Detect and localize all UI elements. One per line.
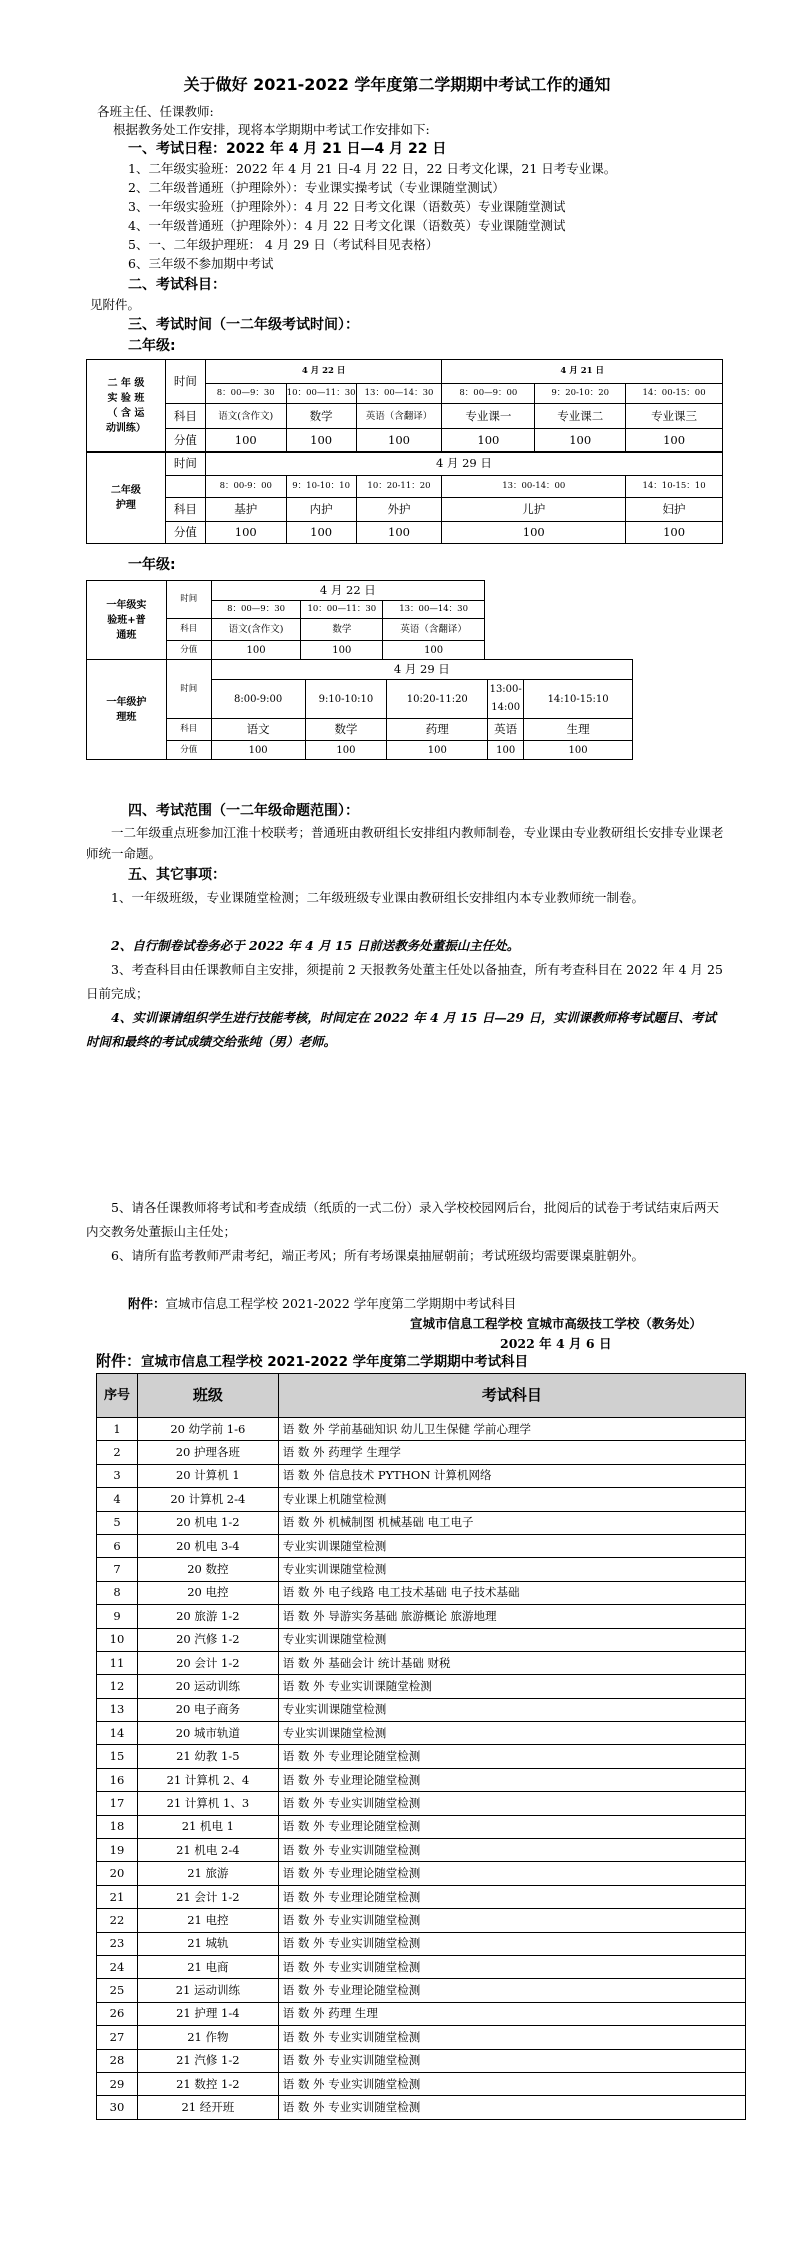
- table-row: [97, 1862, 746, 1885]
- time-slot: 14:10-15:10: [524, 680, 633, 719]
- notice-title: 关于做好 2021-2022 学年度第二学期期中考试工作的通知: [183, 75, 611, 94]
- col-header-class: 班级: [137, 1374, 278, 1418]
- class-name: 20 电控: [137, 1581, 278, 1604]
- class-name: 21 作物: [137, 2026, 278, 2049]
- table-row: [97, 1581, 746, 1604]
- subject-cell: 专业课一: [442, 404, 535, 429]
- group-label-line: 通班: [116, 629, 137, 641]
- issuer: 宣城市信息工程学校 宣城市高级技工学校（教务处）: [410, 1316, 702, 1331]
- class-name: 20 计算机 2-4: [137, 1488, 278, 1511]
- time-slot: 10：20-11：20: [356, 476, 442, 498]
- class-name: 20 旅游 1-2: [137, 1605, 278, 1628]
- row-number: 4: [97, 1488, 138, 1511]
- table-row: [97, 1839, 746, 1862]
- row-number: 28: [97, 2049, 138, 2072]
- table-row: [97, 1792, 746, 1815]
- score-cell: 100: [535, 429, 626, 453]
- row-label-time: 时间: [166, 660, 211, 719]
- row-number: 30: [97, 2096, 138, 2119]
- table-row: [97, 1534, 746, 1557]
- class-name: 20 城市轨道: [137, 1722, 278, 1745]
- exam-subjects: 语 数 外 专业实训课随堂检测: [278, 1675, 745, 1698]
- time-slot: 8：00—9：30: [211, 601, 301, 619]
- grade-2-schedule-table: [86, 359, 723, 453]
- exam-subjects: 语 数 外 专业理论随堂检测: [278, 1862, 745, 1885]
- score-cell: 100: [488, 741, 524, 760]
- class-name: 21 旅游: [137, 1862, 278, 1885]
- time-slot: 14：00-15：00: [626, 384, 723, 404]
- row-number: 5: [97, 1511, 138, 1534]
- exam-subjects: 语 数 外 基础会计 统计基础 财税: [278, 1651, 745, 1674]
- exam-subjects: 专业实训课随堂检测: [278, 1534, 745, 1557]
- subject-cell: 外护: [356, 498, 442, 522]
- row-label-subject: 科目: [166, 719, 211, 741]
- row-number: 14: [97, 1722, 138, 1745]
- table-row: [97, 1932, 746, 1955]
- score-cell: 100: [442, 522, 626, 544]
- exam-subjects: 语 数 外 药理 生理: [278, 2002, 745, 2025]
- class-name: 21 机电 2-4: [137, 1839, 278, 1862]
- date-header: 4 月 29 日: [211, 660, 632, 680]
- attachment-note: [128, 1296, 516, 1312]
- attachment-note-label: 附件：: [128, 1296, 166, 1311]
- group-label-line: 动训练）: [105, 423, 146, 434]
- exam-subjects: 语 数 外 专业实训随堂检测: [278, 2096, 745, 2119]
- class-name: 21 会计 1-2: [137, 1885, 278, 1908]
- class-name: 20 计算机 1: [137, 1464, 278, 1487]
- table-row: [97, 1675, 746, 1698]
- row-label-score: 分值: [166, 641, 211, 660]
- class-name: 21 计算机 1、3: [137, 1792, 278, 1815]
- table-row: [97, 2072, 746, 2095]
- exam-subjects: 语 数 外 专业理论随堂检测: [278, 1745, 745, 1768]
- score-cell: 100: [286, 522, 356, 544]
- table-row: [97, 1651, 746, 1674]
- score-cell: 100: [211, 741, 305, 760]
- row-number: 16: [97, 1768, 138, 1791]
- time-slot: 9:10-10:10: [305, 680, 387, 719]
- section-5-heading: 五、其它事项：: [128, 867, 226, 883]
- appendix-title-text: 宣城市信息工程学校 2021-2022 学年度第二学期期中考试科目: [141, 1354, 529, 1370]
- table-row: [97, 1909, 746, 1932]
- group-label-line: 实 验 班: [107, 393, 145, 404]
- class-name: 21 经开班: [137, 2096, 278, 2119]
- s1-item: 4、一年级普通班（护理除外）：4 月 22 日考文化课（语数英）专业课随堂测试: [128, 218, 566, 233]
- class-name: 20 机电 1-2: [137, 1511, 278, 1534]
- col-header-subjects: 考试科目: [278, 1374, 745, 1418]
- score-cell: 100: [356, 522, 442, 544]
- s5-item: 4、实训课请组织学生进行技能考核，时间定在 2022 年 4 月 15 日—29 日，实训课教师将考试题目、考试时间和最终的考试成绩交给张纯（男）老师。: [86, 1010, 716, 1049]
- exam-subjects: 语 数 外 专业实训随堂检测: [278, 1839, 745, 1862]
- row-label-subject: 科目: [165, 498, 205, 522]
- row-number: 7: [97, 1558, 138, 1581]
- exam-subjects: 语 数 外 专业理论随堂检测: [278, 1768, 745, 1791]
- time-slot: 10：00—11：30: [286, 384, 356, 404]
- exam-subjects: 语 数 外 专业实训随堂检测: [278, 1792, 745, 1815]
- appendix-label: 附件：: [96, 1352, 142, 1370]
- class-name: 21 电商: [137, 1955, 278, 1978]
- group-label-line: 一年级护: [106, 696, 147, 708]
- class-name: 21 电控: [137, 1909, 278, 1932]
- row-number: 13: [97, 1698, 138, 1721]
- table-row: [97, 1441, 746, 1464]
- subject-cell: 数学: [305, 719, 387, 741]
- time-slot: 13:00-14:00: [488, 680, 524, 719]
- score-cell: 100: [387, 741, 488, 760]
- greeting: 各班主任、任课教师:: [97, 104, 214, 119]
- section-4-heading: 四、考试范围（一二年级命题范围）：: [128, 803, 359, 819]
- score-cell: 100: [205, 429, 286, 453]
- row-number: 29: [97, 2072, 138, 2095]
- row-number: 8: [97, 1581, 138, 1604]
- intro: 根据教务处工作安排，现将本学期期中考试工作安排如下:: [113, 122, 430, 137]
- subject-cell: 英语（含翻译）: [383, 619, 485, 641]
- col-header-number: 序号: [97, 1374, 138, 1418]
- row-number: 12: [97, 1675, 138, 1698]
- s1-item: 1、二年级实验班：2022 年 4 月 21 日-4 月 22 日，22 日考文化课，21 日考专业课。: [128, 161, 617, 176]
- row-label-score: 分值: [166, 741, 211, 760]
- class-name: 21 计算机 2、4: [137, 1768, 278, 1791]
- section-3-heading: 三、考试时间（一二年级考试时间）：: [128, 317, 359, 333]
- exam-subjects: 专业实训课随堂检测: [278, 1628, 745, 1651]
- table-row: [97, 1464, 746, 1487]
- s5-item: 1、一年级班级，专业课随堂检测；二年级班级专业课由教研组长安排组内本专业教师统一制卷。: [111, 890, 644, 905]
- score-cell: 100: [626, 429, 723, 453]
- row-number: 22: [97, 1909, 138, 1932]
- row-number: 27: [97, 2026, 138, 2049]
- time-slot: 14：10-15：10: [626, 476, 723, 498]
- grade-2-label: 二年级:: [128, 338, 176, 354]
- attachment-note-text: 宣城市信息工程学校 2021-2022 学年度第二学期期中考试科目: [165, 1296, 517, 1311]
- s1-item: 5、一、二年级护理班： 4 月 29 日（考试科目见表格）: [128, 237, 439, 252]
- row-number: 19: [97, 1839, 138, 1862]
- exam-subjects: 语 数 外 专业实训随堂检测: [278, 1955, 745, 1978]
- s1-item: 6、三年级不参加期中考试: [128, 256, 274, 271]
- exam-subjects: 语 数 外 药理学 生理学: [278, 1441, 745, 1464]
- table-row: [97, 2026, 746, 2049]
- class-name: 20 会计 1-2: [137, 1651, 278, 1674]
- s5-item: 6、请所有监考教师严肃考纪，端正考风；所有考场课桌抽屉朝前；考试班级均需要课桌脏朝外。: [111, 1248, 644, 1263]
- s5-item: 3、考查科目由任课教师自主安排，须提前 2 天报教务处董主任处以备抽查，所有考查科目在 2022 年 4 月 25 日前完成；: [86, 962, 723, 1001]
- table-row: [97, 2002, 746, 2025]
- subject-cell: 英语: [488, 719, 524, 741]
- grade-2-nursing-group: [87, 452, 166, 544]
- exam-subjects: 语 数 外 专业实训随堂检测: [278, 1909, 745, 1932]
- table-row: [97, 1605, 746, 1628]
- table-row: [97, 2049, 746, 2072]
- exam-subjects: 语 数 外 专业理论随堂检测: [278, 1979, 745, 2002]
- time-slot: 8：00—9：30: [205, 384, 286, 404]
- row-label-score: 分值: [165, 429, 205, 453]
- row-label-subject: 科目: [166, 619, 211, 641]
- time-slot: 13：00-14：00: [442, 476, 626, 498]
- subject-cell: 语文(含作文): [205, 404, 286, 429]
- s1-item: 3、一年级实验班（护理除外）：4 月 22 日考文化课（语数英）专业课随堂测试: [128, 199, 566, 214]
- exam-subjects: 语 数 外 电子线路 电工技术基础 电子技术基础: [278, 1581, 745, 1604]
- score-cell: 100: [286, 429, 356, 453]
- row-number: 21: [97, 1885, 138, 1908]
- appendix-subject-table: [96, 1373, 746, 2120]
- row-number: 17: [97, 1792, 138, 1815]
- exam-subjects: 语 数 外 导游实务基础 旅游概论 旅游地理: [278, 1605, 745, 1628]
- s1-item: 2、二年级普通班（护理除外）：专业课实操考试（专业课随堂测试）: [128, 180, 505, 195]
- class-name: 20 电子商务: [137, 1698, 278, 1721]
- score-cell: 100: [524, 741, 633, 760]
- time-slot: 10:20-11:20: [387, 680, 488, 719]
- table-row: [97, 1418, 746, 1441]
- class-name: 20 幼学前 1-6: [137, 1418, 278, 1441]
- score-cell: 100: [383, 641, 485, 660]
- class-name: 20 机电 3-4: [137, 1534, 278, 1557]
- subject-cell: 数学: [286, 404, 356, 429]
- row-label-time: 时间: [166, 581, 211, 619]
- time-slot: 8：00—9：00: [442, 384, 535, 404]
- row-label-score: 分值: [165, 522, 205, 544]
- time-slot: 9：10-10：10: [286, 476, 356, 498]
- group-label-line: （ 含 运: [107, 408, 145, 419]
- row-number: 15: [97, 1745, 138, 1768]
- appendix-table-body: [97, 1418, 746, 2120]
- row-number: 3: [97, 1464, 138, 1487]
- class-name: 20 数控: [137, 1558, 278, 1581]
- exam-subjects: 语 数 外 学前基础知识 幼儿卫生保健 学前心理学: [278, 1418, 745, 1441]
- s5-item: 2、自行制卷试卷务必于 2022 年 4 月 15 日前送教务处董振山主任处。: [111, 938, 520, 953]
- s5-item: 5、请各任课教师将考试和考查成绩（纸质的一式二份）录入学校校园网后台，批阅后的试卷于考试结束后两天内交教务处董振山主任处；: [86, 1200, 719, 1239]
- table-row: [97, 1768, 746, 1791]
- row-number: 26: [97, 2002, 138, 2025]
- class-name: 20 运动训练: [137, 1675, 278, 1698]
- subject-cell: 妇护: [626, 498, 723, 522]
- row-number: 23: [97, 1932, 138, 1955]
- time-slot: 13：00—14：30: [383, 601, 485, 619]
- exam-subjects: 专业实训课随堂检测: [278, 1698, 745, 1721]
- exam-subjects: 专业实训课随堂检测: [278, 1558, 745, 1581]
- score-cell: 100: [305, 741, 387, 760]
- class-name: 21 机电 1: [137, 1815, 278, 1838]
- table-row: [97, 1628, 746, 1651]
- table-row: [97, 1745, 746, 1768]
- grade-1-label: 一年级:: [128, 557, 176, 573]
- issue-date: 2022 年 4 月 6 日: [500, 1336, 612, 1351]
- row-label-time: 时间: [165, 452, 205, 476]
- class-name: 21 城轨: [137, 1932, 278, 1955]
- score-cell: 100: [301, 641, 383, 660]
- date-header: 4 月 22 日: [211, 581, 484, 601]
- row-label-time: 时间: [165, 360, 205, 404]
- table-row: [97, 1698, 746, 1721]
- table-row: [97, 1955, 746, 1978]
- grade-1-nursing-table: [86, 659, 633, 760]
- table-row: [97, 1488, 746, 1511]
- appendix-title: [96, 1352, 528, 1371]
- group-label-line: 一年级实: [106, 599, 147, 611]
- row-number: 11: [97, 1651, 138, 1674]
- group-label-line: 护理: [115, 499, 136, 511]
- score-cell: 100: [356, 429, 442, 453]
- score-cell: 100: [442, 429, 535, 453]
- subject-cell: 语文(含作文): [211, 619, 301, 641]
- table-row: [97, 1815, 746, 1838]
- group-label-line: 理班: [116, 711, 137, 723]
- time-slot: 8：00-9：00: [205, 476, 286, 498]
- subject-cell: 基护: [205, 498, 286, 522]
- row-number: 6: [97, 1534, 138, 1557]
- subject-cell: 儿护: [442, 498, 626, 522]
- table-row: [97, 1722, 746, 1745]
- class-name: 21 数控 1-2: [137, 2072, 278, 2095]
- date-header: 4 月 21 日: [442, 360, 723, 384]
- exam-subjects: 语 数 外 专业实训随堂检测: [278, 2026, 745, 2049]
- exam-subjects: 语 数 外 信息技术 PYTHON 计算机网络: [278, 1464, 745, 1487]
- date-header: 4 月 29 日: [205, 452, 722, 476]
- section-2-heading: 二、考试科目：: [128, 277, 226, 293]
- group-label-line: 验班+普: [107, 614, 146, 626]
- score-cell: 100: [626, 522, 723, 544]
- time-slot: 9：20-10：20: [535, 384, 626, 404]
- row-number: 10: [97, 1628, 138, 1651]
- grade-2-nursing-table: [86, 451, 723, 544]
- table-row: [97, 1885, 746, 1908]
- group-label-line: 二年级: [110, 484, 141, 496]
- grade-1-experimental-group: [87, 581, 167, 660]
- subject-cell: 内护: [286, 498, 356, 522]
- exam-subjects: 语 数 外 专业理论随堂检测: [278, 1815, 745, 1838]
- row-number: 1: [97, 1418, 138, 1441]
- exam-subjects: 专业实训课随堂检测: [278, 1722, 745, 1745]
- section-2-text: 见附件。: [90, 297, 141, 312]
- row-number: 20: [97, 1862, 138, 1885]
- subject-cell: 英语（含翻译）: [356, 404, 442, 429]
- class-name: 21 幼教 1-5: [137, 1745, 278, 1768]
- subject-cell: 语文: [211, 719, 305, 741]
- subject-cell: 数学: [301, 619, 383, 641]
- row-number: 9: [97, 1605, 138, 1628]
- subject-cell: 专业课三: [626, 404, 723, 429]
- class-name: 20 汽修 1-2: [137, 1628, 278, 1651]
- class-name: 21 护理 1-4: [137, 2002, 278, 2025]
- table-row: [97, 1511, 746, 1534]
- spacer-cell: [165, 476, 205, 498]
- subject-cell: 生理: [524, 719, 633, 741]
- time-slot: 10：00—11：30: [301, 601, 383, 619]
- section-1-heading: 一、考试日程：2022 年 4 月 21 日—4 月 22 日: [128, 141, 447, 157]
- grade-2-experimental-group: [87, 360, 166, 453]
- time-slot: 13：00—14：30: [356, 384, 442, 404]
- grade-1-schedule-table: [86, 580, 485, 660]
- table-row: [97, 2096, 746, 2119]
- time-slot: 8:00-9:00: [211, 680, 305, 719]
- exam-subjects: 语 数 外 专业理论随堂检测: [278, 1885, 745, 1908]
- exam-subjects: 专业课上机随堂检测: [278, 1488, 745, 1511]
- table-row: [97, 1558, 746, 1581]
- score-cell: 100: [205, 522, 286, 544]
- date-header: 4 月 22 日: [205, 360, 442, 384]
- group-label-line: 二 年 级: [107, 378, 145, 389]
- grade-1-nursing-group: [87, 660, 167, 760]
- subject-cell: 药理: [387, 719, 488, 741]
- score-cell: 100: [211, 641, 301, 660]
- row-label-subject: 科目: [165, 404, 205, 429]
- exam-subjects: 语 数 外 专业实训随堂检测: [278, 2072, 745, 2095]
- section-4-text: 一二年级重点班参加江淮十校联考；普通班由教研组长安排组内教师制卷，专业课由专业教研组长安排专业课老师统一命题。: [86, 825, 724, 861]
- class-name: 20 护理各班: [137, 1441, 278, 1464]
- row-number: 2: [97, 1441, 138, 1464]
- class-name: 21 汽修 1-2: [137, 2049, 278, 2072]
- row-number: 25: [97, 1979, 138, 2002]
- exam-subjects: 语 数 外 机械制图 机械基础 电工电子: [278, 1511, 745, 1534]
- row-number: 18: [97, 1815, 138, 1838]
- exam-subjects: 语 数 外 专业实训随堂检测: [278, 2049, 745, 2072]
- class-name: 21 运动训练: [137, 1979, 278, 2002]
- subject-cell: 专业课二: [535, 404, 626, 429]
- exam-subjects: 语 数 外 专业实训随堂检测: [278, 1932, 745, 1955]
- table-row: [97, 1979, 746, 2002]
- row-number: 24: [97, 1955, 138, 1978]
